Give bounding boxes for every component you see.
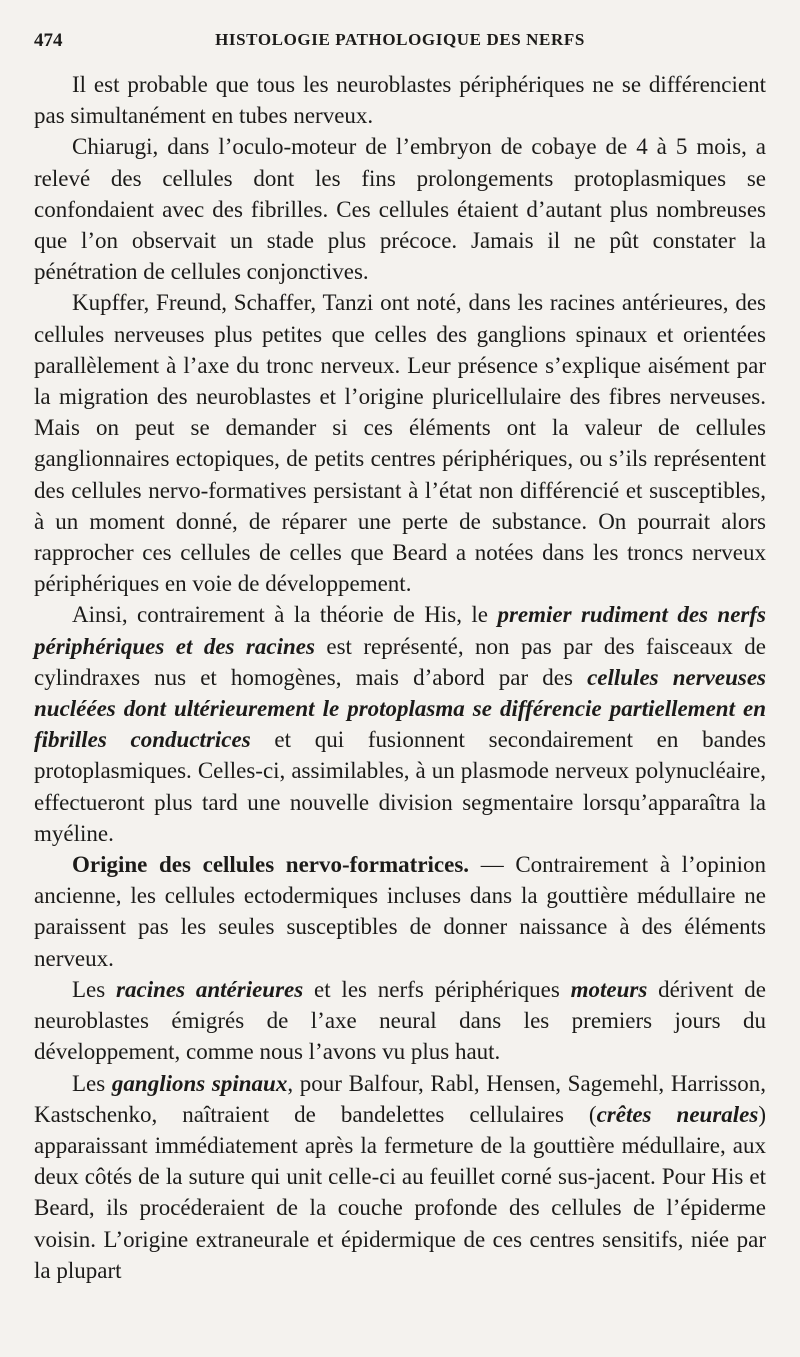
emphasized-text: racines antérieures bbox=[116, 976, 304, 1002]
paragraph bbox=[34, 599, 766, 849]
paragraph-with-heading bbox=[34, 849, 766, 974]
text-segment: Il est probable que tous les neuroblastes périphériques ne se différencient pas simultanément en tubes nerveux. bbox=[34, 72, 766, 129]
text-segment: et qui fusionnent secondairement en bandes protoplasmiques. Celles-ci, assimilables, à un plasmode nerveux polynucléaire, effectueront plus tard une nouvelle division segmentaire lorsqu’apparaîtra la myéline. bbox=[34, 727, 766, 846]
emphasized-text: cellules nerveuses nucléées dont ultérieurement le protoplasma se différencie partiellement en fibrilles conductrices bbox=[34, 664, 766, 753]
paragraph bbox=[34, 974, 766, 1068]
page-number: 474 bbox=[34, 30, 63, 51]
text-segment: est représenté, non pas par des faisceaux de cylindraxes nus et homogènes, mais d’abord par des bbox=[34, 633, 766, 690]
paragraph bbox=[34, 131, 766, 287]
paragraph bbox=[34, 1068, 766, 1286]
text-segment: dérivent de neuroblastes émigrés de l’axe neural dans les premiers jours du développement, comme nous l’avons vu plus haut. bbox=[34, 976, 766, 1065]
paragraph bbox=[34, 287, 766, 599]
emphasized-text: crêtes neurales bbox=[596, 1101, 759, 1127]
page-header bbox=[34, 30, 766, 58]
paragraph bbox=[34, 69, 766, 131]
text-segment: Les bbox=[72, 1070, 112, 1096]
text-segment: , pour Balfour, Rabl, Hensen, Sagemehl, Harrisson, Kastschenko, naîtraient de bandelettes cellulaires ( bbox=[34, 1070, 766, 1127]
running-title: HISTOLOGIE PATHOLOGIQUE DES NERFS bbox=[215, 30, 585, 49]
text-segment: Kupffer, Freund, Schaffer, Tanzi ont noté, dans les racines antérieures, des cellules nerveuses plus petites que celles des ganglions spinaux et orientées parallèlement à l’axe du tronc nerveux. Leur présence s’explique aisément par la migration des neuroblastes et l’origine pluricellulaire des fibres nerveuses. Mais on peut se demander si ces éléments ont la valeur de cellules ganglionnaires ectopiques, de petits centres périphériques, ou s’ils représentent des cellules nervo-formatives persistant à l’état non différencié et susceptibles, à un moment donné, de réparer une perte de substance. On pourrait alors rapprocher ces cellules de celles que Beard a notées dans les troncs nerveux périphériques en voie de développement. bbox=[34, 290, 766, 597]
section-heading: Origine des cellules nervo-formatrices. bbox=[72, 852, 470, 878]
text-segment: — Contrairement à l’opinion ancienne, les cellules ectodermiques incluses dans la gouttière médullaire ne paraissent pas les seules susceptibles de donner naissance à des éléments nerveux. bbox=[34, 852, 766, 971]
body-text bbox=[34, 69, 766, 1286]
text-segment: Ainsi, contrairement à la théorie de His, le bbox=[72, 602, 498, 628]
emphasized-text: ganglions spinaux bbox=[111, 1070, 288, 1096]
text-segment: Chiarugi, dans l’oculo-moteur de l’embryon de cobaye de 4 à 5 mois, a relevé des cellules dont les fins prolongements protoplasmiques se confondaient avec des fibrilles. Ces cellules étaient d’autant plus nombreuses que l’on observait un stade plus précoce. Jamais il ne pût constater la pénétration de cellules conjonctives. bbox=[34, 134, 766, 285]
text-segment: ) apparaissant immédiatement après la fermeture de la gouttière médullaire, aux deux côtés de la suture qui unit celle-ci au feuillet corné sus-jacent. Pour His et Beard, ils procéderaient de la couche profonde des cellules de l’épiderme voisin. L’origine extraneurale et épidermique de ces centres sensitifs, niée par la plupart bbox=[34, 1101, 767, 1283]
emphasized-text: moteurs bbox=[570, 976, 648, 1002]
emphasized-text: premier rudiment des nerfs périphériques et des racines bbox=[34, 602, 766, 659]
text-segment: Les bbox=[72, 976, 117, 1002]
text-segment: et les nerfs périphériques bbox=[303, 976, 571, 1002]
